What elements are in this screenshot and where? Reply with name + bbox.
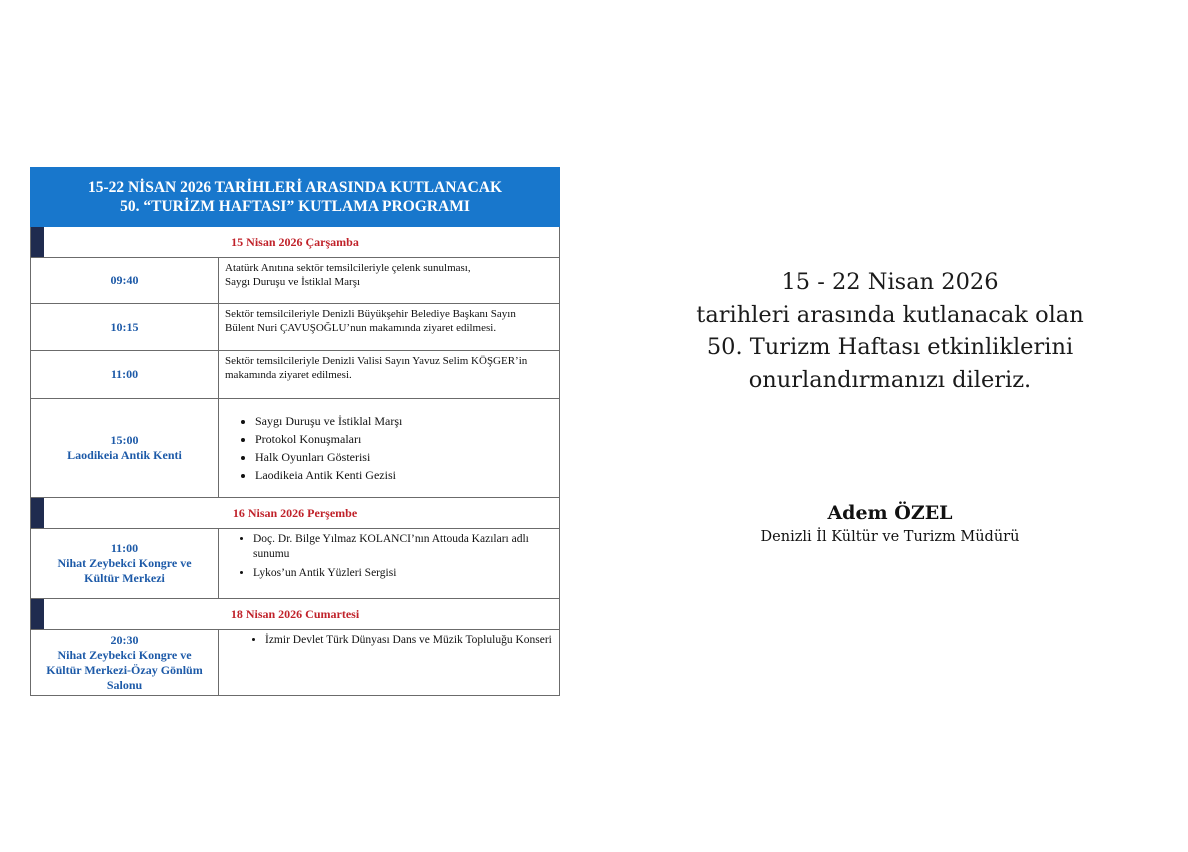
event-bullet-list bbox=[225, 412, 553, 484]
bullet-item: • Laodikeia Antik Kenti Gezisi bbox=[255, 466, 553, 484]
event-time: 15:00 bbox=[110, 433, 139, 447]
event-venue: Kültür Merkezi-Özay Gönlüm bbox=[46, 662, 203, 677]
event-row bbox=[31, 399, 560, 498]
program-title-line1: 15-22 NİSAN 2026 TARİHLERİ ARASINDA KUTLANACAK bbox=[87, 179, 503, 196]
event-description bbox=[219, 399, 560, 498]
event-venue: Nihat Zeybekci Kongre ve bbox=[57, 556, 192, 570]
event-description bbox=[219, 630, 560, 696]
bullet-item: • Saygı Duruşu ve İstiklal Marşı bbox=[255, 412, 553, 430]
event-time: 09:40 bbox=[110, 273, 139, 287]
event-row bbox=[31, 529, 560, 599]
event-time: 20:30 bbox=[110, 632, 139, 647]
greeting-message bbox=[640, 266, 1140, 396]
day-label: 16 Nisan 2026 Perşembe bbox=[232, 505, 358, 520]
event-venue: Laodikeia Antik Kenti bbox=[67, 448, 182, 462]
message-line: 50. Turizm Haftası etkinliklerini bbox=[706, 334, 1074, 360]
event-bullet-list bbox=[225, 532, 553, 581]
day-marker bbox=[31, 498, 44, 528]
event-row bbox=[31, 304, 560, 351]
event-venue: Nihat Zeybekci Kongre ve bbox=[57, 647, 192, 662]
event-description bbox=[219, 258, 560, 304]
event-text-line: Sektör temsilcileriyle Denizli Büyükşehir Belediye Başkanı Sayın bbox=[225, 308, 516, 320]
event-time: 10:15 bbox=[110, 319, 139, 334]
message-line: onurlandırmanızı dileriz. bbox=[748, 366, 1032, 393]
day-label: 15 Nisan 2026 Çarşamba bbox=[231, 234, 359, 249]
event-text-line: Atatürk Anıtına sektör temsilcileriyle çelenk sunulması, bbox=[225, 262, 471, 274]
bullet-item: • Doç. Dr. Bilge Yılmaz KOLANCI’nın Attouda Kazıları adlı sunumu bbox=[253, 532, 553, 562]
bullet-item: • İzmir Devlet Türk Dünyası Dans ve Müzik Topluluğu Konseri bbox=[265, 633, 553, 648]
event-text-line: Bülent Nuri ÇAVUŞOĞLU’nun makamında ziyaret edilmesi. bbox=[225, 322, 497, 334]
event-venue: Salonu bbox=[106, 677, 143, 692]
event-text-line: Sektör temsilcileriyle Denizli Valisi Sayın Yavuz Selim KÖŞGER’in bbox=[225, 355, 528, 367]
bullet-item: • Protokol Konuşmaları bbox=[255, 430, 553, 448]
program-header bbox=[31, 168, 560, 227]
bullet-item: • Lykos’un Antik Yüzleri Sergisi bbox=[253, 566, 553, 581]
program-title-line2: 50. “TURİZM HAFTASI” KUTLAMA PROGRAMI bbox=[120, 198, 470, 215]
event-row bbox=[31, 258, 560, 304]
event-text-line: Saygı Duruşu ve İstiklal Marşı bbox=[225, 276, 361, 288]
day-header bbox=[31, 599, 560, 630]
event-description bbox=[219, 529, 560, 599]
message-line: 15 - 22 Nisan 2026 bbox=[781, 269, 999, 295]
event-time: 11:00 bbox=[110, 541, 139, 555]
event-row bbox=[31, 351, 560, 399]
event-text-line: makamında ziyaret edilmesi. bbox=[225, 369, 352, 381]
event-description bbox=[219, 351, 560, 399]
event-venue: Kültür Merkezi bbox=[84, 571, 165, 585]
message-line: tarihleri arasında kutlanacak olan bbox=[696, 301, 1084, 328]
signature-name: Adem ÖZEL bbox=[827, 502, 953, 524]
event-description bbox=[219, 304, 560, 351]
day-marker bbox=[31, 227, 44, 257]
day-header bbox=[31, 498, 560, 529]
bullet-item: • Halk Oyunları Gösterisi bbox=[255, 448, 553, 466]
program-table bbox=[30, 167, 560, 696]
signature-title: Denizli İl Kültür ve Turizm Müdürü bbox=[760, 529, 1020, 545]
day-label: 18 Nisan 2026 Cumartesi bbox=[230, 606, 360, 621]
event-row bbox=[31, 630, 560, 696]
event-time: 11:00 bbox=[110, 367, 139, 381]
event-bullet-list bbox=[225, 633, 553, 648]
day-marker bbox=[31, 599, 44, 629]
day-header bbox=[31, 227, 560, 258]
